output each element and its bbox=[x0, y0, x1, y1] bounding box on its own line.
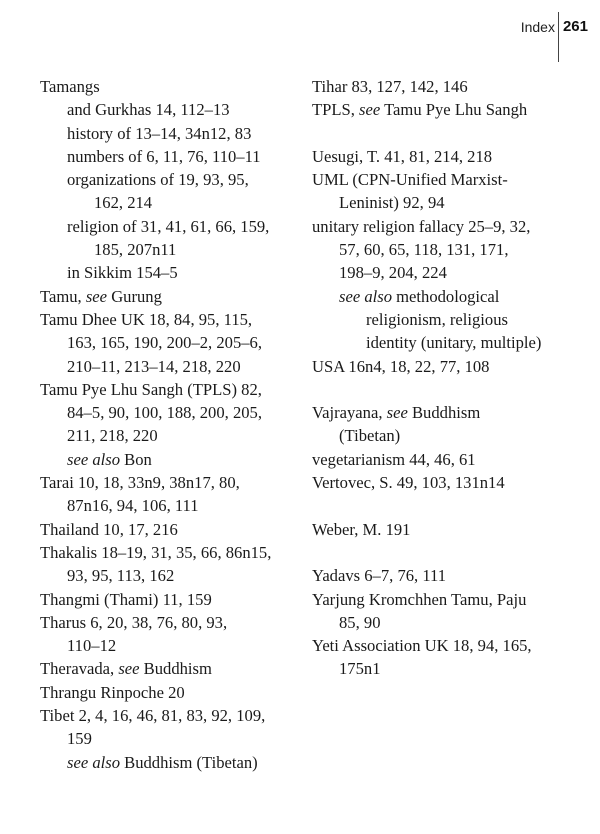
index-entry: Tarai 10, 18, 33n9, 38n17, 80, bbox=[40, 473, 240, 493]
index-entry: Tamu, see Gurung bbox=[40, 286, 162, 306]
index-entry: Yarjung Kromchhen Tamu, Paju bbox=[312, 589, 527, 609]
cross-reference: see bbox=[359, 100, 381, 120]
index-subentry: 85, 90 bbox=[339, 612, 381, 632]
index-column-right bbox=[312, 75, 592, 681]
index-subentry: in Sikkim 154–5 bbox=[67, 263, 178, 283]
index-subentry: 175n1 bbox=[339, 659, 381, 679]
index-entry: USA 16n4, 18, 22, 77, 108 bbox=[312, 356, 490, 376]
index-entry: unitary religion fallacy 25–9, 32, bbox=[312, 216, 531, 236]
index-entry: Thrangu Rinpoche 20 bbox=[40, 682, 185, 702]
running-header bbox=[521, 18, 588, 35]
index-subentry: 87n16, 94, 106, 111 bbox=[67, 496, 199, 516]
index-gap bbox=[312, 378, 592, 401]
index-entry: Weber, M. 191 bbox=[312, 519, 411, 539]
cross-reference: see also bbox=[67, 752, 120, 772]
cross-reference: see bbox=[85, 286, 108, 306]
index-entry: Tibet 2, 4, 16, 46, 81, 83, 92, 109, bbox=[40, 706, 266, 726]
index-subentry: numbers of 6, 11, 76, 110–11 bbox=[67, 146, 261, 166]
index-subentry: see also Buddhism (Tibetan) bbox=[67, 752, 258, 772]
index-subentry: 84–5, 90, 100, 188, 200, 205, bbox=[67, 403, 262, 423]
index-subentry: 110–12 bbox=[67, 636, 117, 656]
index-entry: Tamangs bbox=[40, 77, 100, 96]
page-number: 261 bbox=[562, 18, 588, 35]
index-subentry: Leninist) 92, 94 bbox=[339, 193, 445, 213]
cross-reference: see bbox=[118, 659, 140, 679]
index-entry: Thailand 10, 17, 216 bbox=[40, 519, 178, 539]
cross-reference: see bbox=[386, 403, 408, 423]
index-subentry: organizations of 19, 93, 95, bbox=[67, 170, 249, 190]
index-subentry: 163, 165, 190, 200–2, 205–6, bbox=[67, 333, 262, 353]
cross-reference: see also bbox=[339, 286, 392, 306]
index-gap bbox=[312, 122, 592, 145]
index-subentry: religionism, religious bbox=[366, 309, 508, 329]
index-subentry: 210–11, 213–14, 218, 220 bbox=[67, 356, 241, 376]
index-entry: Uesugi, T. 41, 81, 214, 218 bbox=[312, 146, 493, 166]
index-subentry: history of 13–14, 34n12, 83 bbox=[67, 123, 252, 143]
index-entry: Vertovec, S. 49, 103, 131n14 bbox=[312, 473, 505, 493]
index-subentry: see also methodological bbox=[339, 286, 500, 306]
index-subentry: religion of 31, 41, 61, 66, 159, bbox=[67, 216, 270, 236]
section-title: Index bbox=[520, 18, 555, 35]
index-entry: Vajrayana, see Buddhism bbox=[312, 403, 481, 423]
cross-reference: see also bbox=[67, 449, 120, 469]
index-subentry: identity (unitary, multiple) bbox=[366, 333, 542, 353]
index-entry: Theravada, see Buddhism bbox=[40, 659, 212, 679]
index-entry: Tamu Dhee UK 18, 84, 95, 115, bbox=[40, 309, 253, 329]
index-subentry: 211, 218, 220 bbox=[67, 426, 158, 446]
index-entry: Tihar 83, 127, 142, 146 bbox=[312, 77, 468, 96]
index-subentry: 198–9, 204, 224 bbox=[339, 263, 447, 283]
index-entry: UML (CPN-Unified Marxist- bbox=[312, 170, 508, 190]
index-entry: Yadavs 6–7, 76, 111 bbox=[312, 566, 446, 586]
index-subentry: 93, 95, 113, 162 bbox=[67, 566, 175, 586]
index-column-left bbox=[40, 75, 285, 774]
index-entry: TPLS, see Tamu Pye Lhu Sangh bbox=[312, 100, 528, 120]
index-entry: vegetarianism 44, 46, 61 bbox=[312, 449, 476, 469]
index-gap bbox=[312, 541, 592, 564]
index-entry: Tamu Pye Lhu Sangh (TPLS) 82, bbox=[40, 379, 262, 399]
index-subentry: 57, 60, 65, 118, 131, 171, bbox=[339, 240, 509, 260]
index-subentry: (Tibetan) bbox=[339, 426, 401, 446]
index-subentry: 159 bbox=[67, 729, 92, 749]
index-subentry: see also Bon bbox=[67, 449, 152, 469]
index-entry: Tharus 6, 20, 38, 76, 80, 93, bbox=[40, 612, 228, 632]
index-gap bbox=[312, 494, 592, 517]
index-entry: Thangmi (Thami) 11, 159 bbox=[40, 589, 212, 609]
index-entry: Thakalis 18–19, 31, 35, 66, 86n15, bbox=[40, 542, 272, 562]
index-entry: Yeti Association UK 18, 94, 165, bbox=[312, 636, 532, 656]
index-subentry: 162, 214 bbox=[94, 193, 153, 213]
index-subentry: and Gurkhas 14, 112–13 bbox=[67, 100, 230, 120]
index-subentry: 185, 207n11 bbox=[94, 240, 177, 260]
